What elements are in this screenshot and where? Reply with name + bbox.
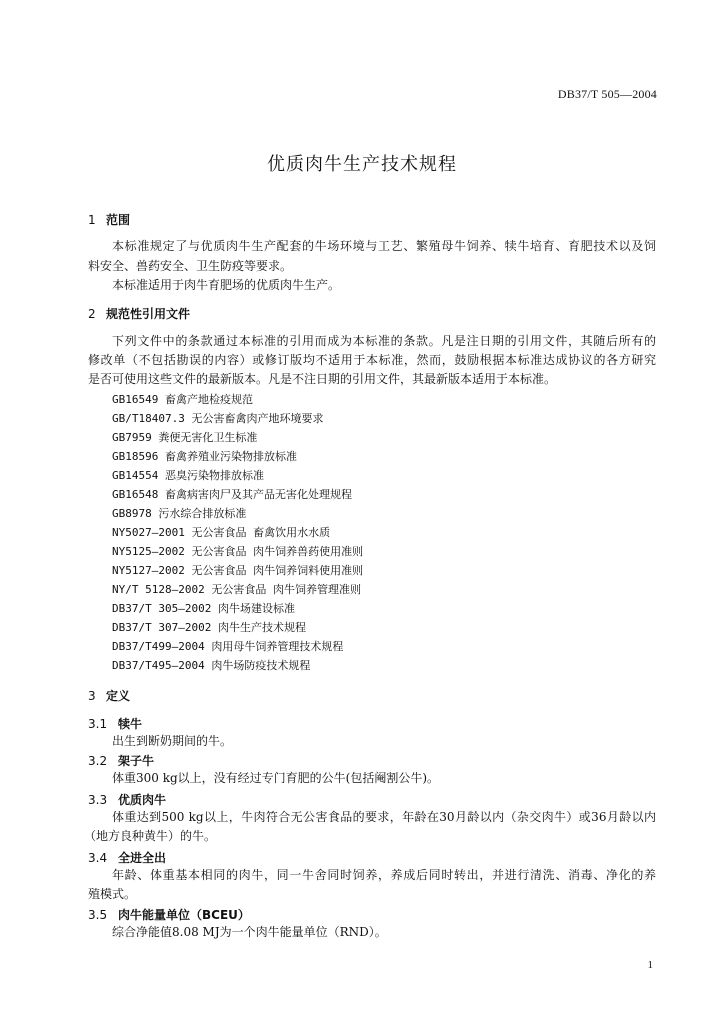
definition-3-2-text: 体重300 kg以上，没有经过专门育肥的公牛(包括阉割公牛)。 <box>112 771 440 785</box>
definition-3-3-text-line-2: （地方良种黄牛）的牛。 <box>84 829 217 843</box>
definition-3-4-heading <box>88 849 166 866</box>
definition-3-5-text: 综合净能值8.08 MJ为一个肉牛能量单位（RND）。 <box>112 925 387 939</box>
definition-title: 犊牛 <box>118 717 143 731</box>
reference-item: NY5027—2001 无公害食品 畜禽饮用水水质 <box>112 526 331 539</box>
reference-item: NY5127—2002 无公害食品 肉牛饲养饲料使用准则 <box>112 564 364 577</box>
section-1-title: 范围 <box>106 213 131 227</box>
reference-item: NY5125—2002 无公害食品 肉牛饲养兽药使用准则 <box>112 545 364 558</box>
reference-item: GB14554 恶臭污染物排放标准 <box>112 469 264 482</box>
section-3-number: 3 <box>88 689 96 703</box>
definition-number: 3.1 <box>88 717 108 731</box>
definition-number: 3.5 <box>88 908 108 922</box>
definition-3-1-text: 出生到断奶期间的牛。 <box>112 734 233 748</box>
section-2-para-line-2: 修改单（不包括勘误的内容）或修订版均不适用于本标准，然而，鼓励根据本标准达成协议的各方研究 <box>88 353 656 367</box>
section-1-number: 1 <box>88 213 96 227</box>
section-2-para-line-3: 是否可使用这些文件的最新版本。凡是不注日期的引用文件，其最新版本适用于本标准。 <box>88 372 557 386</box>
definition-title: 优质肉牛 <box>118 793 167 807</box>
reference-item: GB8978 污水综合排放标准 <box>112 507 247 520</box>
reference-item: GB16549 畜禽产地检疫规范 <box>112 393 253 406</box>
definition-title: 架子牛 <box>118 754 155 768</box>
page-number: 1 <box>647 959 653 971</box>
document-code: DB37/T 505—2004 <box>557 87 657 101</box>
reference-item: NY/T 5128—2002 无公害食品 肉牛饲养管理准则 <box>112 583 361 596</box>
reference-item: GB18596 畜禽养殖业污染物排放标准 <box>112 450 297 463</box>
section-1-para-2: 本标准适用于肉牛育肥场的优质肉牛生产。 <box>112 278 341 292</box>
reference-item: DB37/T495—2004 肉牛场防疫技术规程 <box>112 659 311 672</box>
definition-3-4-text-line-2: 殖模式。 <box>88 887 137 901</box>
definition-number: 3.3 <box>88 793 108 807</box>
definition-3-3-text-line-1: 体重达到500 kg以上，牛肉符合无公害食品的要求，年龄在30月龄以内（杂交肉牛）或36月龄以内 <box>112 810 656 824</box>
definition-title: 全进全出 <box>118 851 167 865</box>
section-3-title: 定义 <box>106 689 131 703</box>
section-2-number: 2 <box>88 307 96 321</box>
definition-3-3-heading <box>88 791 166 808</box>
definition-3-1-heading <box>88 715 142 732</box>
definition-3-2-heading <box>88 752 154 769</box>
section-2-para-line-1: 下列文件中的条款通过本标准的引用而成为本标准的条款。凡是注日期的引用文件，其随后所有的 <box>112 334 656 348</box>
reference-item: DB37/T499—2004 肉用母牛饲养管理技术规程 <box>112 640 344 653</box>
reference-item: GB/T18407.3 无公害畜禽肉产地环境要求 <box>112 412 324 425</box>
section-2-heading <box>88 305 190 322</box>
definition-number: 3.2 <box>88 754 108 768</box>
definition-3-5-heading <box>88 906 250 923</box>
reference-item: DB37/T 305—2002 肉牛场建设标准 <box>112 602 295 615</box>
section-2-title: 规范性引用文件 <box>106 307 191 321</box>
definition-title: 肉牛能量单位（BCEU） <box>118 908 250 922</box>
reference-item: DB37/T 307—2002 肉牛生产技术规程 <box>112 621 306 634</box>
section-1-heading <box>88 211 130 228</box>
section-3-heading <box>88 687 130 704</box>
reference-item: GB16548 畜禽病害肉尸及其产品无害化处理规程 <box>112 488 352 501</box>
reference-item: GB7959 粪便无害化卫生标准 <box>112 431 258 444</box>
section-1-para-1-line-2: 料安全、兽药安全、卫生防疫等要求。 <box>88 259 293 273</box>
definition-number: 3.4 <box>88 851 108 865</box>
page-title: 优质肉牛生产技术规程 <box>267 154 457 175</box>
definition-3-4-text-line-1: 年龄、体重基本相同的肉牛，同一牛舍同时饲养，养成后同时转出，并进行清洗、消毒、净化的养 <box>112 868 656 882</box>
section-1-para-1-line-1: 本标准规定了与优质肉牛生产配套的牛场环境与工艺、繁殖母牛饲养、犊牛培育、育肥技术以及饲 <box>112 239 656 253</box>
